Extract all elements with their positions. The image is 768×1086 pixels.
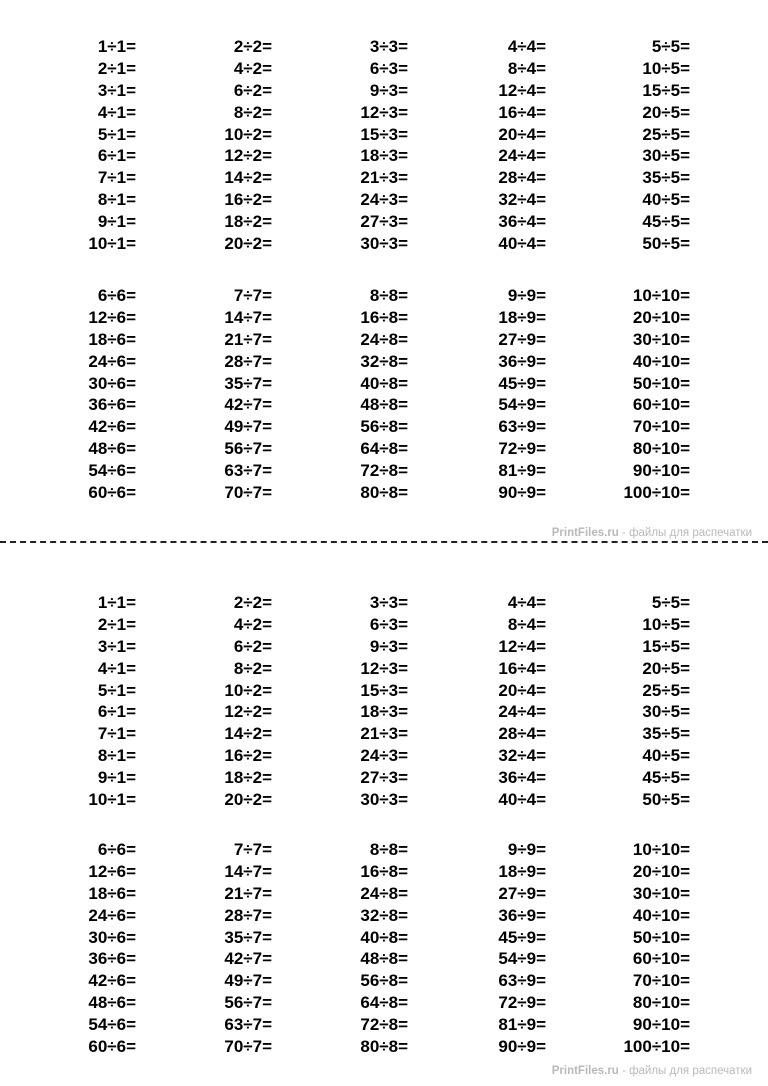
equation: 27÷3= — [360, 212, 408, 232]
equation: 54÷6= — [88, 461, 136, 481]
equation: 54÷9= — [498, 395, 546, 415]
equation: 8÷2= — [233, 102, 272, 122]
equation: 70÷7= — [224, 483, 272, 503]
site-footer — [552, 527, 752, 539]
equation: 48÷6= — [88, 993, 136, 1013]
equation: 2÷2= — [233, 37, 272, 56]
equation: 5÷5= — [651, 593, 690, 612]
equation: 48÷8= — [360, 949, 408, 969]
equation: 64÷8= — [360, 993, 408, 1013]
equation: 32÷8= — [360, 905, 408, 925]
equation: 14÷2= — [224, 168, 272, 188]
equation: 36÷9= — [498, 351, 546, 371]
equation: 28÷7= — [224, 351, 272, 371]
equation: 14÷7= — [224, 861, 272, 881]
equation: 30÷6= — [88, 373, 136, 393]
footer-site-name: PrintFiles.ru — [551, 1065, 619, 1077]
equation: 6÷3= — [369, 614, 408, 634]
equation: 24÷3= — [360, 746, 408, 766]
equation: 15÷3= — [360, 680, 408, 700]
equation: 24÷4= — [498, 146, 546, 166]
equation: 35÷7= — [224, 373, 272, 393]
cut-line-divider — [0, 541, 768, 543]
equation-column — [188, 839, 272, 1058]
equation: 40÷4= — [498, 790, 546, 810]
equation: 35÷5= — [642, 168, 690, 188]
equation: 24÷4= — [498, 702, 546, 722]
equation: 12÷3= — [360, 102, 408, 122]
equation: 14÷2= — [224, 724, 272, 744]
equation: 49÷7= — [224, 971, 272, 991]
equation: 3÷3= — [369, 593, 408, 612]
equation: 18÷9= — [498, 307, 546, 327]
equation: 45÷5= — [642, 768, 690, 788]
equation: 20÷5= — [642, 102, 690, 122]
equation: 60÷6= — [88, 483, 136, 503]
equation: 12÷6= — [88, 861, 136, 881]
equation: 12÷2= — [224, 146, 272, 166]
equation: 42÷6= — [88, 417, 136, 437]
equation: 48÷8= — [360, 395, 408, 415]
equation: 72÷9= — [498, 993, 546, 1013]
equation: 60÷6= — [88, 1037, 136, 1057]
equation: 4÷2= — [233, 58, 272, 78]
equation: 18÷3= — [360, 702, 408, 722]
equation: 7÷1= — [97, 168, 136, 188]
equation: 100÷10= — [623, 1037, 690, 1057]
equation: 54÷6= — [88, 1015, 136, 1035]
equation: 4÷4= — [507, 593, 546, 612]
equation: 24÷8= — [360, 883, 408, 903]
equation: 72÷9= — [498, 439, 546, 459]
equation-group — [0, 285, 768, 505]
equation-column — [598, 839, 690, 1058]
equation: 45÷5= — [642, 212, 690, 232]
equation: 20÷10= — [632, 861, 690, 881]
equation: 50÷5= — [642, 790, 690, 810]
equation: 100÷10= — [623, 483, 690, 503]
equation: 40÷10= — [632, 351, 690, 371]
equation-column — [598, 36, 690, 255]
equation: 36÷9= — [498, 905, 546, 925]
equation: 10÷1= — [88, 790, 136, 810]
equation: 18÷9= — [498, 861, 546, 881]
equation: 12÷4= — [498, 80, 546, 100]
equation: 63÷9= — [498, 971, 546, 991]
equation: 56÷7= — [224, 439, 272, 459]
equation: 6÷2= — [233, 80, 272, 100]
equation: 40÷4= — [498, 234, 546, 254]
equation: 36÷4= — [498, 212, 546, 232]
equation: 9÷1= — [97, 212, 136, 232]
equation: 16÷4= — [498, 102, 546, 122]
worksheet-top — [0, 0, 768, 541]
equation: 15÷5= — [642, 80, 690, 100]
equation: 6÷1= — [97, 702, 136, 722]
equation: 16÷8= — [360, 307, 408, 327]
equation: 6÷1= — [97, 146, 136, 166]
equation: 42÷7= — [224, 395, 272, 415]
equation: 20÷2= — [224, 234, 272, 254]
equation: 27÷9= — [498, 883, 546, 903]
equation: 30÷10= — [632, 883, 690, 903]
equation: 32÷4= — [498, 190, 546, 210]
equation: 2÷1= — [97, 58, 136, 78]
equation: 5÷5= — [651, 37, 690, 56]
equation: 40÷5= — [642, 190, 690, 210]
equation-group — [0, 839, 768, 1059]
equation: 18÷2= — [224, 212, 272, 232]
equation: 81÷9= — [498, 1015, 546, 1035]
equation: 8÷2= — [233, 658, 272, 678]
equation: 42÷6= — [88, 971, 136, 991]
equation-column — [188, 285, 272, 504]
equation: 27÷3= — [360, 768, 408, 788]
equation-column — [60, 839, 136, 1058]
equation: 1÷1= — [97, 37, 136, 56]
equation: 45÷9= — [498, 927, 546, 947]
equation: 20÷2= — [224, 790, 272, 810]
equation: 6÷6= — [97, 840, 136, 859]
equation-column — [60, 592, 136, 811]
equation: 60÷10= — [632, 949, 690, 969]
equation: 40÷8= — [360, 373, 408, 393]
equation: 56÷8= — [360, 971, 408, 991]
equation: 2÷2= — [233, 593, 272, 612]
equation: 30÷3= — [360, 790, 408, 810]
equation: 40÷10= — [632, 905, 690, 925]
equation: 36÷4= — [498, 768, 546, 788]
equation: 7÷7= — [233, 286, 272, 305]
equation: 18÷6= — [88, 329, 136, 349]
equation: 90÷10= — [632, 461, 690, 481]
equation: 12÷4= — [498, 636, 546, 656]
equation: 18÷2= — [224, 768, 272, 788]
equation: 8÷8= — [369, 840, 408, 859]
site-footer — [552, 1065, 752, 1077]
equation: 56÷8= — [360, 417, 408, 437]
equation: 21÷7= — [224, 883, 272, 903]
equation: 10÷5= — [642, 614, 690, 634]
equation: 24÷6= — [88, 351, 136, 371]
equation: 21÷3= — [360, 724, 408, 744]
equation: 24÷6= — [88, 905, 136, 925]
equation: 35÷5= — [642, 724, 690, 744]
equation: 25÷5= — [642, 124, 690, 144]
equation: 45÷9= — [498, 373, 546, 393]
equation: 81÷9= — [498, 461, 546, 481]
equation: 30÷5= — [642, 146, 690, 166]
equation: 10÷10= — [632, 286, 690, 305]
equation: 72÷8= — [360, 1015, 408, 1035]
equation: 8÷8= — [369, 286, 408, 305]
equation: 10÷2= — [224, 680, 272, 700]
equation: 4÷2= — [233, 614, 272, 634]
equation: 30÷6= — [88, 927, 136, 947]
equation: 63÷9= — [498, 417, 546, 437]
equation: 5÷1= — [97, 680, 136, 700]
equation-column — [324, 839, 408, 1058]
equation: 90÷9= — [498, 483, 546, 503]
equation: 9÷1= — [97, 768, 136, 788]
equation: 18÷6= — [88, 883, 136, 903]
equation: 18÷3= — [360, 146, 408, 166]
equation: 36÷6= — [88, 949, 136, 969]
equation: 2÷1= — [97, 614, 136, 634]
equation-column — [60, 36, 136, 255]
equation: 15÷3= — [360, 124, 408, 144]
equation: 28÷4= — [498, 168, 546, 188]
equation: 20÷4= — [498, 124, 546, 144]
equation: 48÷6= — [88, 439, 136, 459]
equation: 49÷7= — [224, 417, 272, 437]
equation: 32÷4= — [498, 746, 546, 766]
equation: 20÷4= — [498, 680, 546, 700]
equation: 10÷1= — [88, 234, 136, 254]
equation: 16÷2= — [224, 190, 272, 210]
equation: 21÷3= — [360, 168, 408, 188]
equation: 50÷10= — [632, 373, 690, 393]
equation: 63÷7= — [224, 461, 272, 481]
equation-column — [460, 839, 546, 1058]
equation: 90÷9= — [498, 1037, 546, 1057]
equation: 70÷7= — [224, 1037, 272, 1057]
equation: 10÷2= — [224, 124, 272, 144]
equation: 70÷10= — [632, 417, 690, 437]
equation: 27÷9= — [498, 329, 546, 349]
equation: 12÷6= — [88, 307, 136, 327]
equation: 30÷5= — [642, 702, 690, 722]
equation: 70÷10= — [632, 971, 690, 991]
equation: 4÷4= — [507, 37, 546, 56]
equation: 80÷10= — [632, 993, 690, 1013]
equation: 36÷6= — [88, 395, 136, 415]
equation-column — [60, 285, 136, 504]
equation: 20÷5= — [642, 658, 690, 678]
equation: 24÷8= — [360, 329, 408, 349]
equation: 30÷3= — [360, 234, 408, 254]
equation: 9÷9= — [507, 840, 546, 859]
equation-column — [324, 285, 408, 504]
equation: 80÷10= — [632, 439, 690, 459]
equation-column — [460, 36, 546, 255]
equation: 20÷10= — [632, 307, 690, 327]
equation: 21÷7= — [224, 329, 272, 349]
equation: 16÷8= — [360, 861, 408, 881]
equation: 5÷1= — [97, 124, 136, 144]
equation-column — [460, 285, 546, 504]
equation: 4÷1= — [97, 102, 136, 122]
equation-group — [0, 592, 768, 812]
equation: 80÷8= — [360, 483, 408, 503]
equation: 9÷3= — [369, 636, 408, 656]
equation-column — [188, 36, 272, 255]
equation: 16÷4= — [498, 658, 546, 678]
equation: 6÷6= — [97, 286, 136, 305]
equation: 72÷8= — [360, 461, 408, 481]
equation: 8÷4= — [507, 58, 546, 78]
equation: 15÷5= — [642, 636, 690, 656]
equation: 64÷8= — [360, 439, 408, 459]
equation: 28÷4= — [498, 724, 546, 744]
equation: 40÷8= — [360, 927, 408, 947]
footer-tagline: - файлы для распечатки — [618, 1065, 752, 1077]
equation: 9÷9= — [507, 286, 546, 305]
equation-column — [324, 36, 408, 255]
equation: 32÷8= — [360, 351, 408, 371]
equation: 10÷5= — [642, 58, 690, 78]
equation: 3÷1= — [97, 636, 136, 656]
equation-group — [0, 36, 768, 256]
equation: 12÷2= — [224, 702, 272, 722]
equation: 6÷3= — [369, 58, 408, 78]
equation: 80÷8= — [360, 1037, 408, 1057]
equation: 63÷7= — [224, 1015, 272, 1035]
equation: 16÷2= — [224, 746, 272, 766]
equation: 28÷7= — [224, 905, 272, 925]
equation: 12÷3= — [360, 658, 408, 678]
equation-column — [324, 592, 408, 811]
equation: 7÷1= — [97, 724, 136, 744]
equation: 40÷5= — [642, 746, 690, 766]
footer-tagline: - файлы для распечатки — [618, 527, 752, 539]
equation: 14÷7= — [224, 307, 272, 327]
equation: 7÷7= — [233, 840, 272, 859]
equation: 30÷10= — [632, 329, 690, 349]
equation: 56÷7= — [224, 993, 272, 1013]
footer-site-name: PrintFiles.ru — [551, 527, 619, 539]
equation: 60÷10= — [632, 395, 690, 415]
equation-column — [598, 285, 690, 504]
equation: 50÷5= — [642, 234, 690, 254]
equation: 35÷7= — [224, 927, 272, 947]
equation-column — [188, 592, 272, 811]
worksheet-bottom — [0, 556, 768, 1086]
equation: 9÷3= — [369, 80, 408, 100]
equation: 54÷9= — [498, 949, 546, 969]
equation: 90÷10= — [632, 1015, 690, 1035]
equation-column — [460, 592, 546, 811]
equation: 3÷1= — [97, 80, 136, 100]
equation: 8÷4= — [507, 614, 546, 634]
equation: 6÷2= — [233, 636, 272, 656]
equation-column — [598, 592, 690, 811]
equation: 42÷7= — [224, 949, 272, 969]
equation: 4÷1= — [97, 658, 136, 678]
equation: 8÷1= — [97, 190, 136, 210]
equation: 8÷1= — [97, 746, 136, 766]
equation: 1÷1= — [97, 593, 136, 612]
equation: 24÷3= — [360, 190, 408, 210]
equation: 3÷3= — [369, 37, 408, 56]
equation: 50÷10= — [632, 927, 690, 947]
equation: 25÷5= — [642, 680, 690, 700]
equation: 10÷10= — [632, 840, 690, 859]
